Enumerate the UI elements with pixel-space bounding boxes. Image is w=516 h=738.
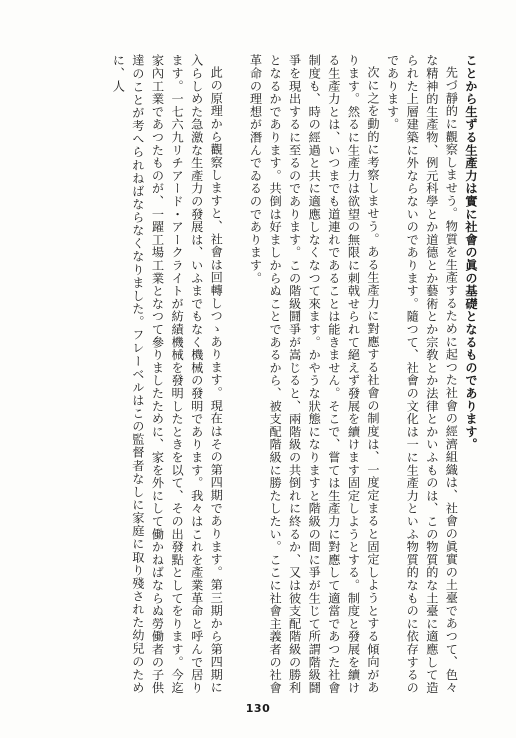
vertical-text-body [32,54,480,694]
paragraph-static-observation: 先づ靜的に觀察しませう。物質を生產するために起つた社會の經濟組織は、社會の眞實の土臺であつて、色々な精神的生產物、例元科學とか道德とか藝術とか宗敎とか法律とかいふものは、この物質的な土臺に適應して造られた上層建築に外ならないのであります。隨つて、社會の文化は一に生產力といふ物質的なものに依存するのであります。 [385,54,459,694]
page-number: 130 [245,702,271,715]
paragraph-industrial-revolution: 此の原理から觀察しますと、社會は回轉しつゝあります。現在はその第四期であります。第三期から第四期に入らしめた急激な生產力の發展は、いふまでもなく機械の發明であります。我々はこれを產業革命と呼んで居ります。一七六九リチアード・アークライトが紡績機械を發明したときを以て、その出發點としてをります。今迄家內工業であつたものが、一躍工場工業となつて參りましたために、家を外にして働かねばならぬ勞働者の子供達のことが考へられねばならなくなりました。フレーベルはこの監督者なしに家庭に取り殘された幼兒のために、人 [111,54,224,694]
paragraph-opening-line: ことから生ずる生產力は實に社會の眞の基礎となるものであります。 [464,54,478,451]
paragraph-dynamic-observation: 次に之を動的に考察しませう。ある生產力に對應する社會の制度は、一度定まると固定しようとする傾向があります。然るに生產力は欲望の無限に刺戟せられて絕えず發展を續けます固定しようとする。制度と發展を續ける生產力とは、いつまでも道連れであることは能きません。そこで、嘗ては生產力に對應して適當であつた社會制度も、時の經過と共に適應しなくなつて來ます。かやうな狀態になりますと階級の間に爭が生じて所謂階級鬪爭を現出するに至るのであります。この階級鬪爭が嵩じると、兩階級の共倒れに終るか、又は彼支配階級の勝利となるかであります。共倒は好ましからぬことであるから、被支配階級に勝たしたい。ここに社會主義者の社會革命の理想が潛んでゐるのであります。 [248,54,381,694]
